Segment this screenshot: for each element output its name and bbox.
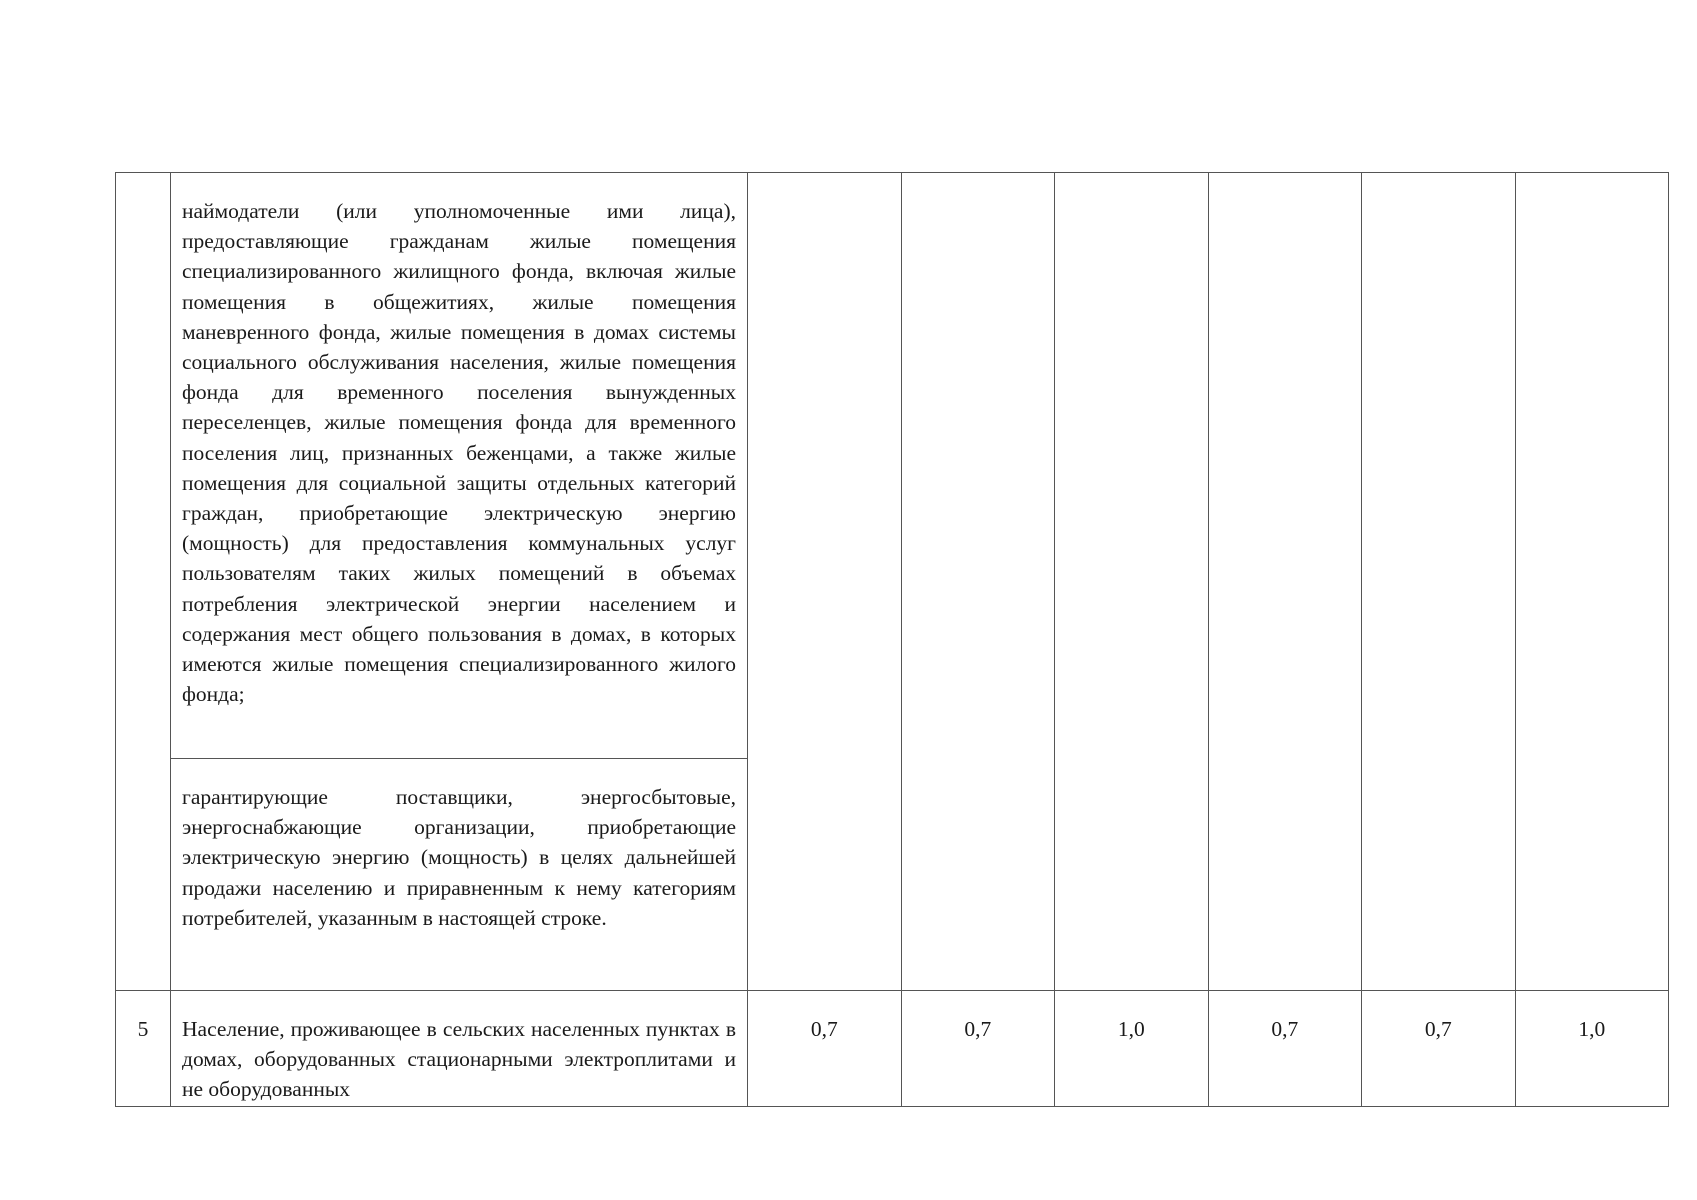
table-row-continuation: [116, 173, 1669, 759]
paragraph-rural-population-text: Население, проживающее в сельских населенных пунктах в домах, оборудованных стационарными электроплитами и не оборудованных: [182, 1017, 736, 1102]
paragraph-suppliers: гарантирующие поставщики, энергосбытовые, энергоснабжающие организации, приобретающие электрическую энергию (мощность) в целях дальнейшей продажи населению и приравненным к нему категориям потребителей, указанным в настоящей строке.: [182, 785, 736, 930]
row-number-cell: [116, 991, 171, 1107]
value-cell: [901, 991, 1055, 1107]
value-cell-empty: [748, 173, 902, 991]
value-cell: [1362, 991, 1516, 1107]
row-number-cell-empty: [116, 173, 171, 991]
description-cell-rural-population: [171, 991, 748, 1107]
table-row-5: [116, 991, 1669, 1107]
coefficient-value: 0,7: [810, 1017, 838, 1041]
row-number: 5: [137, 1017, 149, 1041]
value-cell-empty: [1055, 173, 1209, 991]
description-cell-suppliers: [171, 759, 748, 991]
description-cell-landlords: [171, 173, 748, 759]
value-cell-empty: [901, 173, 1055, 991]
value-cell-empty: [1515, 173, 1669, 991]
paragraph-landlords: наймодатели (или уполномоченные ими лица), предоставляющие гражданам жилые помещения специализированного жилищного фонда, включая жилые помещения в общежитиях, жилые помещения маневренного фонда, жилые помещения в домах системы социального обслуживания населения, жилые помещения фонда для временного поселения вынужденных переселенцев, жилые помещения фонда для временного поселения лиц, признанных беженцами, а также жилые помещения для социальной защиты отдельных категорий граждан, приобретающие электрическую энергию (мощность) для предоставления коммунальных услуг пользователям таких жилых помещений в объемах потребления электрической энергии населением и содержания мест общего пользования в домах, в которых имеются жилые помещения специализированного жилого фонда;: [182, 199, 736, 707]
tariff-coefficients-table: [115, 172, 1669, 1107]
value-cell: [748, 991, 902, 1107]
coefficient-value: 0,7: [1424, 1017, 1452, 1041]
value-cell: [1515, 991, 1669, 1107]
value-cell: [1055, 991, 1209, 1107]
coefficient-value: 1,0: [1578, 1017, 1606, 1041]
paragraph-rural-population: [171, 991, 747, 1106]
value-cell-empty: [1362, 173, 1516, 991]
value-cell-empty: [1208, 173, 1362, 991]
value-cell: [1208, 991, 1362, 1107]
coefficient-value: 0,7: [1271, 1017, 1299, 1041]
coefficient-value: 1,0: [1117, 1017, 1145, 1041]
coefficient-value: 0,7: [964, 1017, 992, 1041]
